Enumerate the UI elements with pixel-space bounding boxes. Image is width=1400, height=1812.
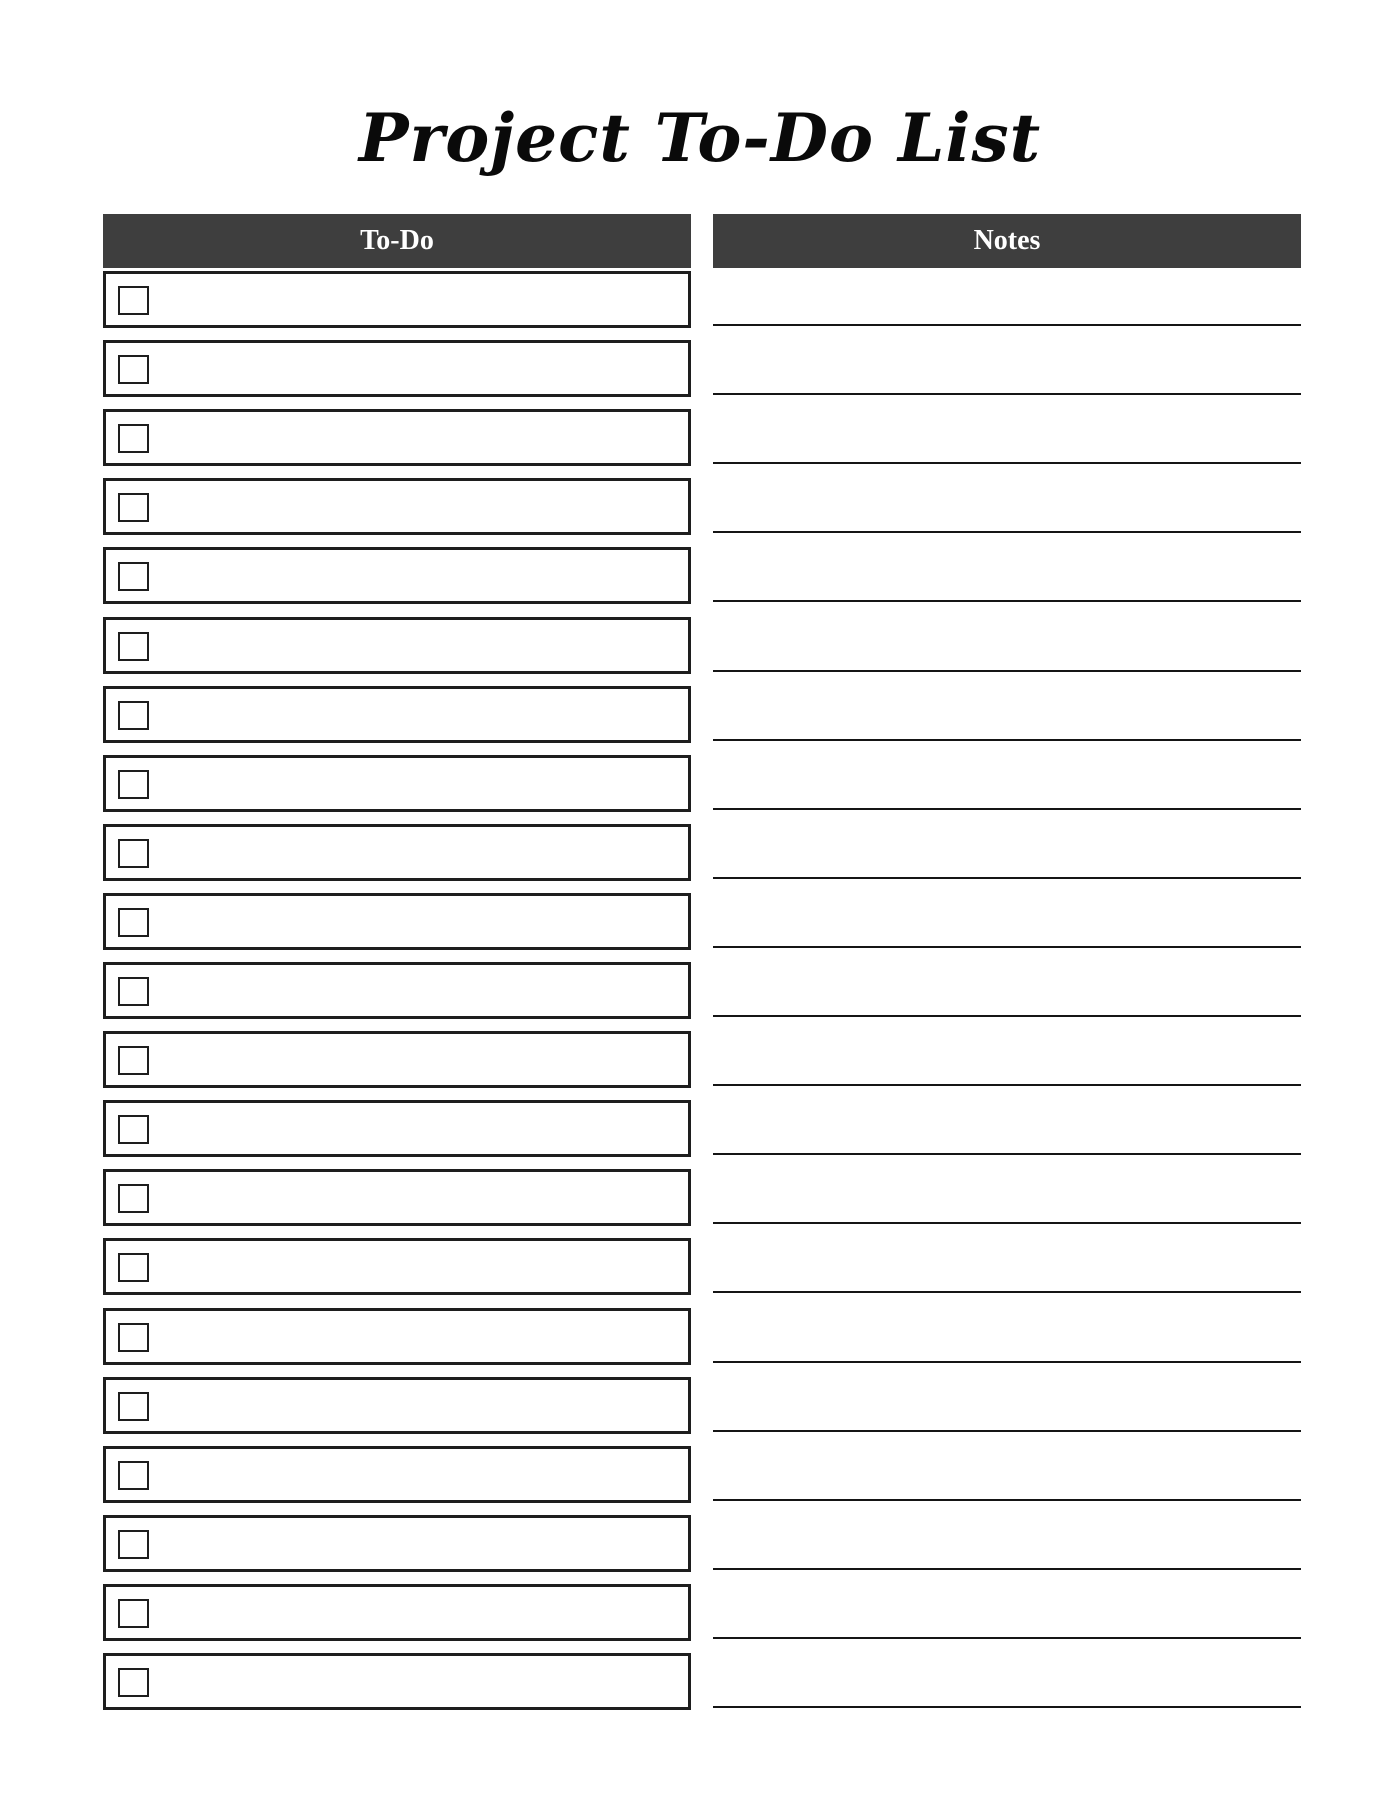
page-title: Project To-Do List	[358, 99, 1042, 177]
todo-checkbox[interactable]	[118, 1046, 149, 1075]
todo-checkbox[interactable]	[118, 977, 149, 1006]
todo-item-row[interactable]	[103, 755, 691, 812]
todo-checkbox[interactable]	[118, 632, 149, 661]
todo-checkbox[interactable]	[118, 1668, 149, 1697]
todo-checkbox[interactable]	[118, 1392, 149, 1421]
todo-item-row[interactable]	[103, 1377, 691, 1434]
todo-checkbox[interactable]	[118, 355, 149, 384]
todo-checkbox[interactable]	[118, 908, 149, 937]
note-line[interactable]	[713, 1499, 1301, 1501]
todo-item-row[interactable]	[103, 824, 691, 881]
todo-checkbox[interactable]	[118, 1253, 149, 1282]
todo-checkbox[interactable]	[118, 286, 149, 315]
todo-item-row[interactable]	[103, 409, 691, 466]
note-line[interactable]	[713, 808, 1301, 810]
todo-item-row[interactable]	[103, 1584, 691, 1641]
note-line[interactable]	[713, 1153, 1301, 1155]
note-line[interactable]	[713, 1430, 1301, 1432]
note-line[interactable]	[713, 1291, 1301, 1293]
todo-item-row[interactable]	[103, 617, 691, 674]
todo-item-row[interactable]	[103, 340, 691, 397]
todo-checkbox[interactable]	[118, 1323, 149, 1352]
note-line[interactable]	[713, 462, 1301, 464]
todo-checkbox[interactable]	[118, 839, 149, 868]
todo-item-row[interactable]	[103, 1031, 691, 1088]
note-line[interactable]	[713, 1015, 1301, 1017]
todo-item-row[interactable]	[103, 1515, 691, 1572]
note-line[interactable]	[713, 324, 1301, 326]
note-line[interactable]	[713, 739, 1301, 741]
todo-checkbox[interactable]	[118, 1599, 149, 1628]
todo-item-row[interactable]	[103, 686, 691, 743]
note-line[interactable]	[713, 1361, 1301, 1363]
todo-item-row[interactable]	[103, 1653, 691, 1710]
notes-column-header: Notes	[713, 214, 1301, 268]
note-line[interactable]	[713, 670, 1301, 672]
todo-checkbox[interactable]	[118, 424, 149, 453]
note-line[interactable]	[713, 393, 1301, 395]
todo-checkbox[interactable]	[118, 1461, 149, 1490]
note-line[interactable]	[713, 1222, 1301, 1224]
note-line[interactable]	[713, 531, 1301, 533]
todo-column-header: To-Do	[103, 214, 691, 268]
note-line[interactable]	[713, 877, 1301, 879]
todo-column	[103, 214, 691, 268]
todo-item-row[interactable]	[103, 547, 691, 604]
todo-item-row[interactable]	[103, 1238, 691, 1295]
note-line[interactable]	[713, 1084, 1301, 1086]
todo-checkbox[interactable]	[118, 1530, 149, 1559]
todo-item-row[interactable]	[103, 1100, 691, 1157]
todo-item-row[interactable]	[103, 893, 691, 950]
todo-checkbox[interactable]	[118, 770, 149, 799]
todo-item-row[interactable]	[103, 478, 691, 535]
note-line[interactable]	[713, 600, 1301, 602]
todo-checkbox[interactable]	[118, 1184, 149, 1213]
todo-checkbox[interactable]	[118, 493, 149, 522]
note-line[interactable]	[713, 946, 1301, 948]
todo-item-row[interactable]	[103, 1308, 691, 1365]
notes-column	[713, 214, 1301, 268]
todo-item-row[interactable]	[103, 1169, 691, 1226]
todo-item-row[interactable]	[103, 1446, 691, 1503]
note-line[interactable]	[713, 1568, 1301, 1570]
todo-checkbox[interactable]	[118, 701, 149, 730]
todo-checkbox[interactable]	[118, 562, 149, 591]
note-line[interactable]	[713, 1706, 1301, 1708]
note-line[interactable]	[713, 1637, 1301, 1639]
todo-checkbox[interactable]	[118, 1115, 149, 1144]
todo-item-row[interactable]	[103, 271, 691, 328]
todo-item-row[interactable]	[103, 962, 691, 1019]
